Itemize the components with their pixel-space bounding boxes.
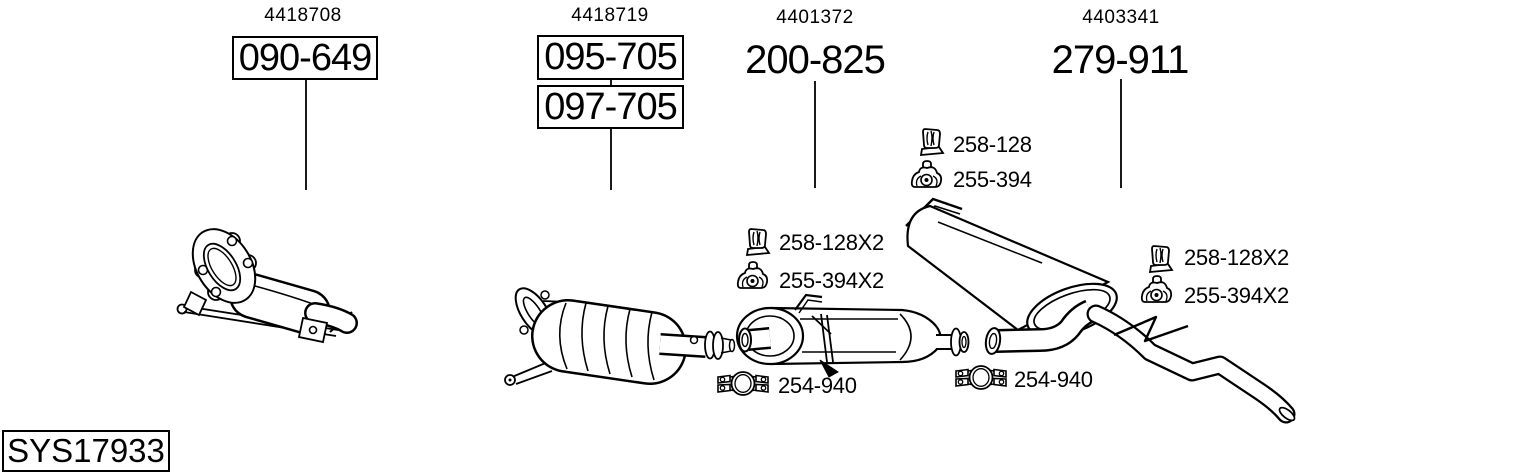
rear-silencer-drawing	[906, 199, 1297, 423]
part-number[interactable]: 200-825	[745, 38, 885, 82]
oe-ref-number: 4418719	[571, 5, 649, 26]
oe-ref-number: 4401372	[776, 7, 854, 28]
hanger-part-label[interactable]: 258-128	[953, 132, 1032, 157]
part-number-box[interactable]: 090-649	[232, 36, 378, 80]
rubber-mount-icon	[738, 262, 767, 288]
pipe-clamp-icon	[718, 372, 768, 395]
rubber-hanger-icon	[921, 129, 943, 155]
mid-catalyst-drawing	[505, 282, 735, 385]
mount-part-label[interactable]: 255-394X2	[779, 268, 884, 293]
clamp-part-label[interactable]: 254-940	[1014, 367, 1093, 392]
rubber-mount-icon	[912, 161, 941, 187]
rubber-hanger-icon	[747, 229, 769, 255]
part-number-box[interactable]: 095-705	[537, 35, 684, 80]
oe-ref-number: 4418708	[264, 5, 342, 26]
mount-part-label[interactable]: 255-394	[953, 167, 1032, 192]
part-number[interactable]: 279-911	[1051, 38, 1189, 82]
front-catalytic-converter-drawing	[178, 218, 353, 342]
clamp-part-label[interactable]: 254-940	[778, 373, 857, 398]
rubber-hanger-icon	[1150, 246, 1172, 272]
system-id-box: SYS17933	[2, 430, 170, 472]
pipe-clamp-icon	[956, 366, 1006, 389]
rubber-mount-icon	[1142, 276, 1171, 302]
centre-silencer-drawing	[737, 295, 969, 377]
oe-ref-number: 4403341	[1082, 7, 1160, 28]
hanger-part-label[interactable]: 258-128X2	[779, 230, 884, 255]
mount-part-label[interactable]: 255-394X2	[1184, 283, 1289, 308]
hanger-part-label[interactable]: 258-128X2	[1184, 245, 1289, 270]
part-number-box[interactable]: 097-705	[537, 85, 684, 129]
